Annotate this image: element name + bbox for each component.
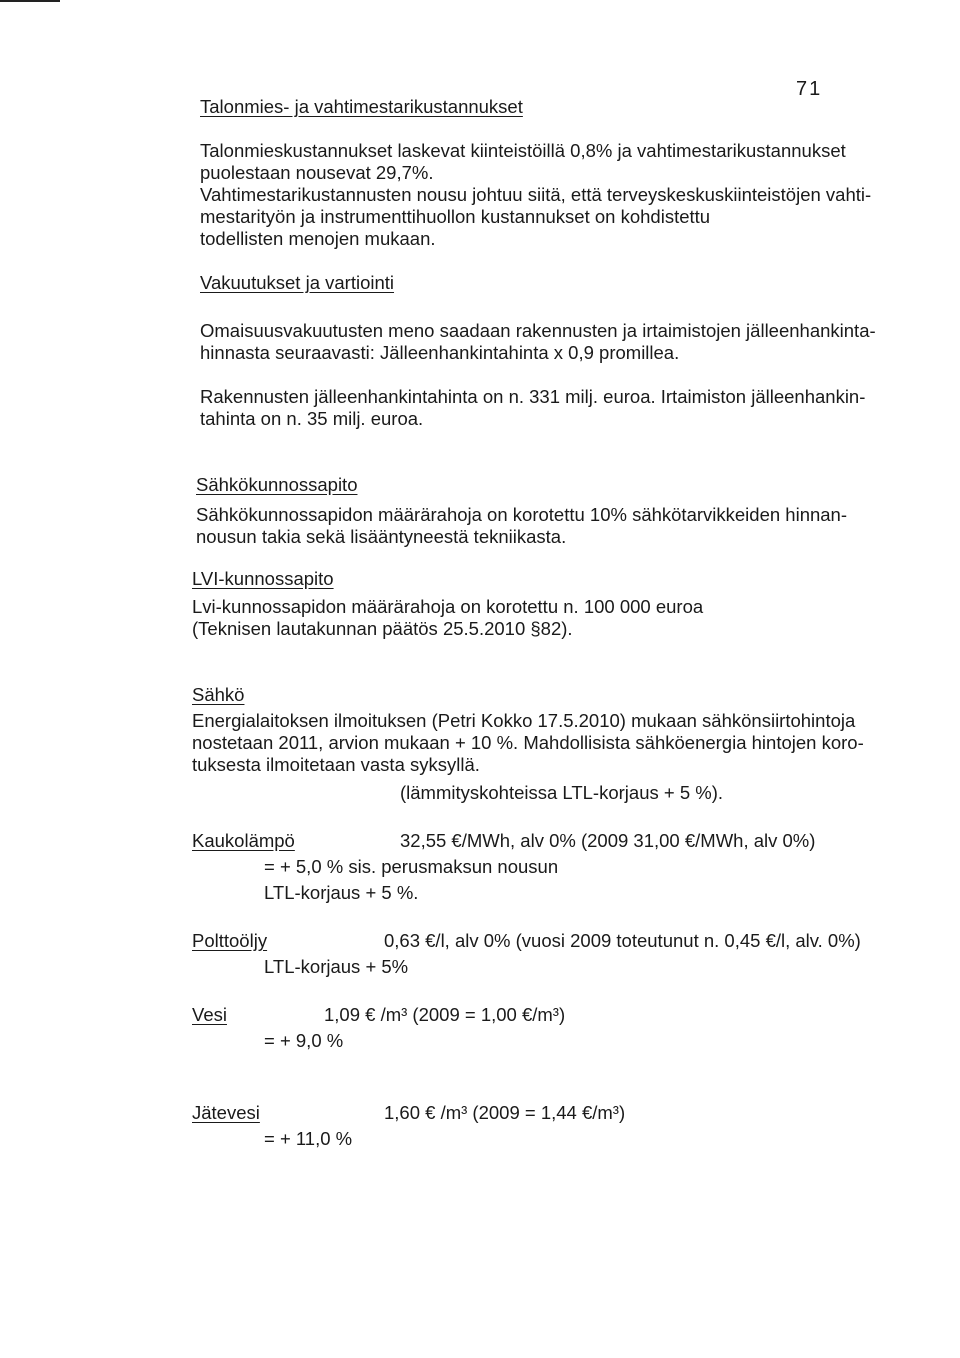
paragraph-vakuutukset-1 bbox=[200, 320, 876, 364]
heading-vesi: Vesi bbox=[192, 1004, 227, 1025]
paragraph-talonmies bbox=[200, 140, 871, 250]
text-line: tahinta on n. 35 milj. euroa. bbox=[200, 408, 424, 429]
paragraph-sahko bbox=[192, 710, 864, 776]
polttooljy-ltl: LTL-korjaus + 5% bbox=[264, 956, 409, 977]
text-line: mestarityön ja instrumenttihuollon kustannukset on kohdistettu bbox=[200, 206, 711, 227]
text-line: Sähkökunnossapidon määrärahoja on korotettu 10% sähkötarvikkeiden hinnan- bbox=[196, 504, 848, 525]
text-line: (Teknisen lautakunnan päätös 25.5.2010 §82). bbox=[192, 618, 573, 639]
text-line: Rakennusten jälleenhankintahinta on n. 331 milj. euroa. Irtaimiston jälleenhankin- bbox=[200, 386, 866, 407]
heading-vakuutukset: Vakuutukset ja vartiointi bbox=[200, 272, 395, 293]
heading-sahkokunnossapito: Sähkökunnossapito bbox=[196, 474, 358, 495]
kaukolampo-price: 32,55 €/MWh, alv 0% (2009 31,00 €/MWh, alv 0%) bbox=[400, 830, 816, 851]
heading-kaukolampo: Kaukolämpö bbox=[192, 830, 295, 851]
page-number: 71 bbox=[796, 78, 823, 100]
paragraph-sahkokunnossapito bbox=[196, 504, 847, 548]
heading-talonmies: Talonmies- ja vahtimestarikustannukset bbox=[200, 96, 523, 117]
scan-edge-mark bbox=[0, 0, 60, 2]
heading-sahko: Sähkö bbox=[192, 684, 245, 705]
kaukolampo-change: = + 5,0 % sis. perusmaksun nousun bbox=[264, 856, 559, 877]
text-line: Omaisuusvakuutusten meno saadaan rakennusten ja irtaimistojen jälleenhankinta- bbox=[200, 320, 876, 341]
heading-jatevesi: Jätevesi bbox=[192, 1102, 260, 1123]
text-line: nostetaan 2011, arvion mukaan + 10 %. Mahdollisista sähköenergia hintojen koro- bbox=[192, 732, 864, 753]
paragraph-vakuutukset-2 bbox=[200, 386, 865, 430]
text-line: hinnasta seuraavasti: Jälleenhankintahinta x 0,9 promillea. bbox=[200, 342, 680, 363]
kaukolampo-ltl: LTL-korjaus + 5 %. bbox=[264, 882, 419, 903]
vesi-change: = + 9,0 % bbox=[264, 1030, 344, 1051]
sahko-note: (lämmityskohteissa LTL-korjaus + 5 %). bbox=[400, 782, 723, 803]
text-line: Talonmieskustannukset laskevat kiinteistöillä 0,8% ja vahtimestarikustannukset bbox=[200, 140, 846, 161]
polttooljy-price: 0,63 €/l, alv 0% (vuosi 2009 toteutunut n. 0,45 €/l, alv. 0%) bbox=[384, 930, 861, 951]
text-line: Lvi-kunnossapidon määrärahoja on korotettu n. 100 000 euroa bbox=[192, 596, 704, 617]
text-line: nousun takia sekä lisääntyneestä tekniikasta. bbox=[196, 526, 567, 547]
text-line: tuksesta ilmoitetaan vasta syksyllä. bbox=[192, 754, 480, 775]
jatevesi-change: = + 11,0 % bbox=[264, 1128, 353, 1149]
heading-polttooljy: Polttoöljy bbox=[192, 930, 268, 951]
vesi-price: 1,09 € /m³ (2009 = 1,00 €/m³) bbox=[324, 1004, 566, 1025]
text-line: todellisten menojen mukaan. bbox=[200, 228, 436, 249]
paragraph-lvi bbox=[192, 596, 703, 640]
text-line: Energialaitoksen ilmoituksen (Petri Kokko 17.5.2010) mukaan sähkönsiirtohintoja bbox=[192, 710, 856, 731]
text-line: Vahtimestarikustannusten nousu johtuu siitä, että terveyskeskuskiinteistöjen vahti- bbox=[200, 184, 872, 205]
text-line: puolestaan nousevat 29,7%. bbox=[200, 162, 434, 183]
heading-lvi: LVI-kunnossapito bbox=[192, 568, 334, 589]
jatevesi-price: 1,60 € /m³ (2009 = 1,44 €/m³) bbox=[384, 1102, 626, 1123]
